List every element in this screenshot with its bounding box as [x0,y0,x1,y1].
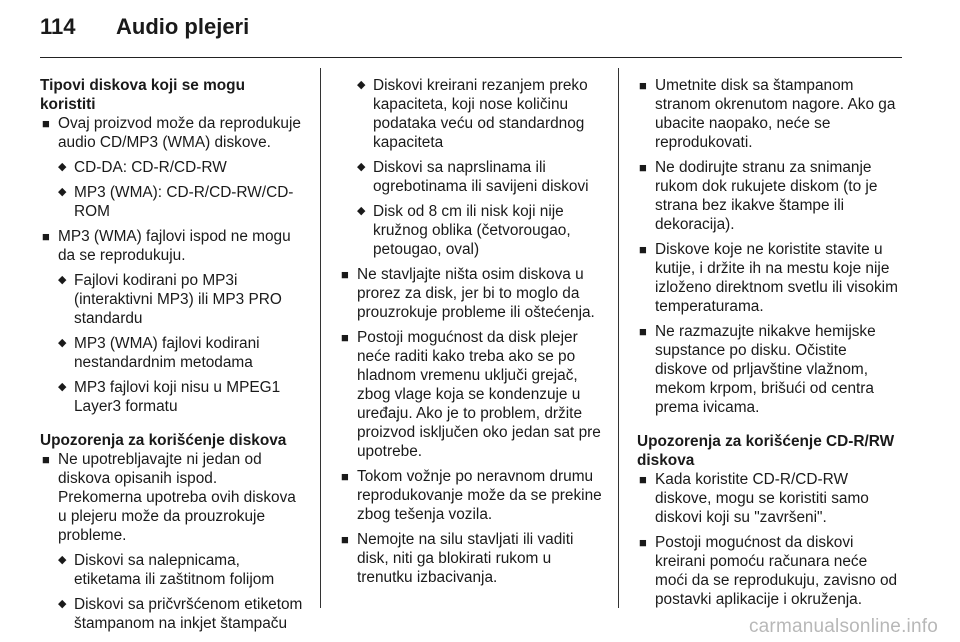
column-divider-1 [320,68,321,608]
bullet-item: ■ Tokom vožnje po neravnom drumu reprodukovanje može da se prekine zbog tešenja vozila. [339,467,603,524]
header-rule [40,57,902,58]
page-number: 114 [40,14,76,39]
bullet-item: ■ Nemojte na silu stavljati ili vaditi disk, niti ga blokirati rukom u trenutku izbacivanja. [339,530,603,587]
bullet-item: ■ Kada koristite CD-R/CD-RW diskove, mogu se koristiti samo diskovi koji su "završeni". [637,470,903,527]
section-title-disc-types: Tipovi diskova koji se mogu koristiti [40,77,245,113]
column-divider-2 [618,68,619,608]
sub-bullet-item: ◆ Diskovi sa pričvršćenom etiketom štampanom na inkjet štampaču [40,595,304,633]
bullet-item: ■ Postoji mogućnost da diskovi kreirani pomoću računara neće moći da se reprodukuju, zavisno od postavki aplikacije i okruženja. [637,533,903,609]
sub-bullet-item: ◆ MP3 (WMA) fajlovi kodirani nestandardnim metodama [40,334,304,372]
sub-bullet-item: ◆ Fajlovi kodirani po MP3i (interaktivni MP3) ili MP3 PRO standardu [40,271,304,328]
sub-bullet-item: ◆ Diskovi sa naprslinama ili ogrebotinama ili savijeni diskovi [339,158,603,196]
sub-bullet-item: ◆ Disk od 8 cm ili nisk koji nije kružnog oblika (četvorougao, petougao, oval) [339,202,603,259]
column-2 [339,76,603,587]
sub-bullet-item: ◆ CD-DA: CD-R/CD-RW [40,158,304,177]
bullet-item: ■ MP3 (WMA) fajlovi ispod ne mogu da se reprodukuju. [40,227,304,265]
bullet-item: ■ Ne dodirujte stranu za snimanje rukom dok rukujete diskom (to je strana bez ikakve štampe ili dekoracija). [637,158,903,234]
column-1 [40,76,304,633]
column-3 [637,76,903,609]
sub-bullet-item: ◆ Diskovi kreirani rezanjem preko kapaciteta, koji nose količinu podataka veću od standardnog kapaciteta [339,76,603,152]
section-title-disc-warnings: Upozorenja za korišćenje diskova [40,432,287,449]
bullet-item: ■ Ne stavljajte ništa osim diskova u prorez za disk, jer bi to moglo da prouzrokuje probleme ili oštećenja. [339,265,603,322]
bullet-item: ■ Diskove koje ne koristite stavite u kutije, i držite ih na mestu koje nije izloženo direktnom svetlu ili visokim temperaturama. [637,240,903,316]
watermark: carmanualsonline.info [748,616,938,637]
sub-bullet-item: ◆ Diskovi sa nalepnicama, etiketama ili zaštitnom folijom [40,551,304,589]
bullet-item: ■ Ne upotrebljavajte ni jedan od diskova opisanih ispod. [40,450,304,488]
page-header [40,14,249,54]
sub-bullet-item: ◆ MP3 (WMA): CD-R/CD-RW/CD-ROM [40,183,304,221]
bullet-item: ■ Ne razmazujte nikakve hemijske supstance po disku. Očistite diskove od prljavštine vlažnom, mekom krpom, brišući od centra prema ivicama. [637,322,903,417]
sub-bullet-item: ◆ MP3 fajlovi koji nisu u MPEG1 Layer3 formatu [40,378,304,416]
bullet-continuation: Prekomerna upotreba ovih diskova u plejeru može da prouzrokuje probleme. [58,489,296,544]
bullet-item: ■ Umetnite disk sa štampanom stranom okrenutom nagore. Ako ga ubacite naopako, neće se reprodukovati. [637,76,903,152]
section-title-cdr-warnings: Upozorenja za korišćenje CD-R/RW diskova [637,433,895,469]
page-title: Audio plejeri [116,14,250,39]
bullet-item: ■ Postoji mogućnost da disk plejer neće raditi kako treba ako se po hladnom vremenu uključi grejač, zbog vlage koja se kondenzuje u uređaju. Ako je to problem, držite proizvod isključen oko jedan sat pre upotrebe. [339,328,603,461]
bullet-item: ■ Ovaj proizvod može da reprodukuje audio CD/MP3 (WMA) diskove. [40,114,304,152]
